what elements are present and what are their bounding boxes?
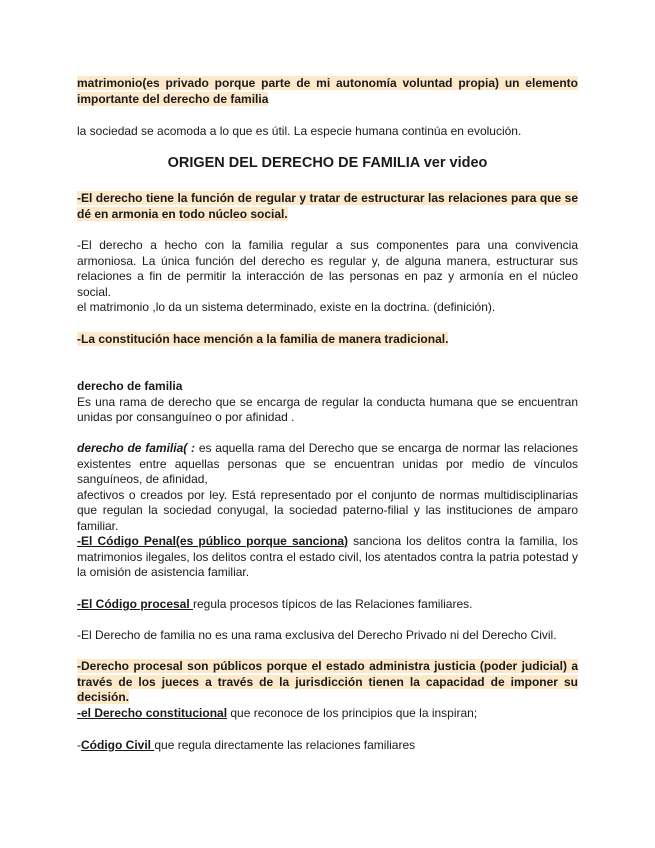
paragraph-matrimonio: matrimonio(es privado porque parte de mi autonomía voluntad propia) un elemento importante del derecho de familia <box>77 76 578 106</box>
paragraph-codigo-procesal: -El Código procesal regula procesos típicos de las Relaciones familiares. <box>77 597 473 611</box>
paragraph-derecho-familia-regular: -El derecho a hecho con la familia regular a sus componentes para una convivencia armoniosa. La única función del derecho es regular y, de alguna manera, estructurar sus relaciones a fin de permitir la interacción de las personas en paz y armonía en el núcleo social. <box>77 238 578 299</box>
term-codigo-procesal: -El Código procesal <box>77 597 194 611</box>
term-derecho-constitucional: -el Derecho constitucional <box>77 706 228 720</box>
paragraph-definicion: derecho de familia( : es aquella rama del Derecho que se encarga de normar las relaciones existentes entre aquellas personas que se encuentran unidas por medio de vínculos sanguíneos, de afinidad, afectivos o creados por ley. Está representado por el conjunto de normas multidisciplinarias que regulan la sociedad conyugal, la sociedad paterno-filial y las instituciones de amparo familiar. <box>77 441 578 533</box>
paragraph-derecho-no-exclusivo: -El Derecho de familia no es una rama exclusiva del Derecho Privado ni del Derecho Civil. <box>77 628 557 642</box>
subheading-derecho-de-familia: derecho de familia <box>77 379 183 393</box>
paragraph-derecho-procesal: -Derecho procesal son públicos porque el estado administra justicia (poder judicial) a través de los jueces a través de la jurisdicción tienen la capacidad de imponer su decisión. <box>77 659 578 704</box>
section-title: ORIGEN DEL DERECHO DE FAMILIA ver video <box>167 155 488 171</box>
paragraph-codigo-penal: -El Código Penal(es público porque sanciona) sanciona los delitos contra la familia, los matrimonios ilegales, los delitos contra el estado civil, los atentados contra la patria potestad y la omisión de asistencia familiar. <box>77 534 578 579</box>
paragraph-codigo-civil: -Código Civil que regula directamente las relaciones familiares <box>77 738 416 752</box>
term-codigo-penal: -El Código Penal(es público porque sanciona) <box>77 534 348 548</box>
paragraph-derecho-constitucional: -el Derecho constitucional que reconoce de los principios que la inspiran; <box>77 706 478 720</box>
term-derecho-de-familia: derecho de familia( : <box>77 441 196 455</box>
term-codigo-civil: Código Civil <box>81 738 155 752</box>
paragraph-constitucion: -La constitución hace mención a la familia de manera tradicional. <box>77 332 449 346</box>
paragraph-matrimonio-sistema: el matrimonio ,lo da un sistema determinado, existe en la doctrina. (definición). <box>77 300 496 314</box>
paragraph-derecho-de-familia <box>77 379 578 426</box>
definition-text: Es una rama de derecho que se encarga de regular la conducta humana que se encuentran unidas por consanguíneo o por afinidad . <box>77 394 578 424</box>
paragraph-funcion-derecho: -El derecho tiene la función de regular y tratar de estructurar las relaciones para que se dé en armonia en todo núcleo social. <box>77 191 578 221</box>
paragraph-sociedad: la sociedad se acomoda a lo que es útil. La especie humana continúa en evolución. <box>77 124 522 138</box>
